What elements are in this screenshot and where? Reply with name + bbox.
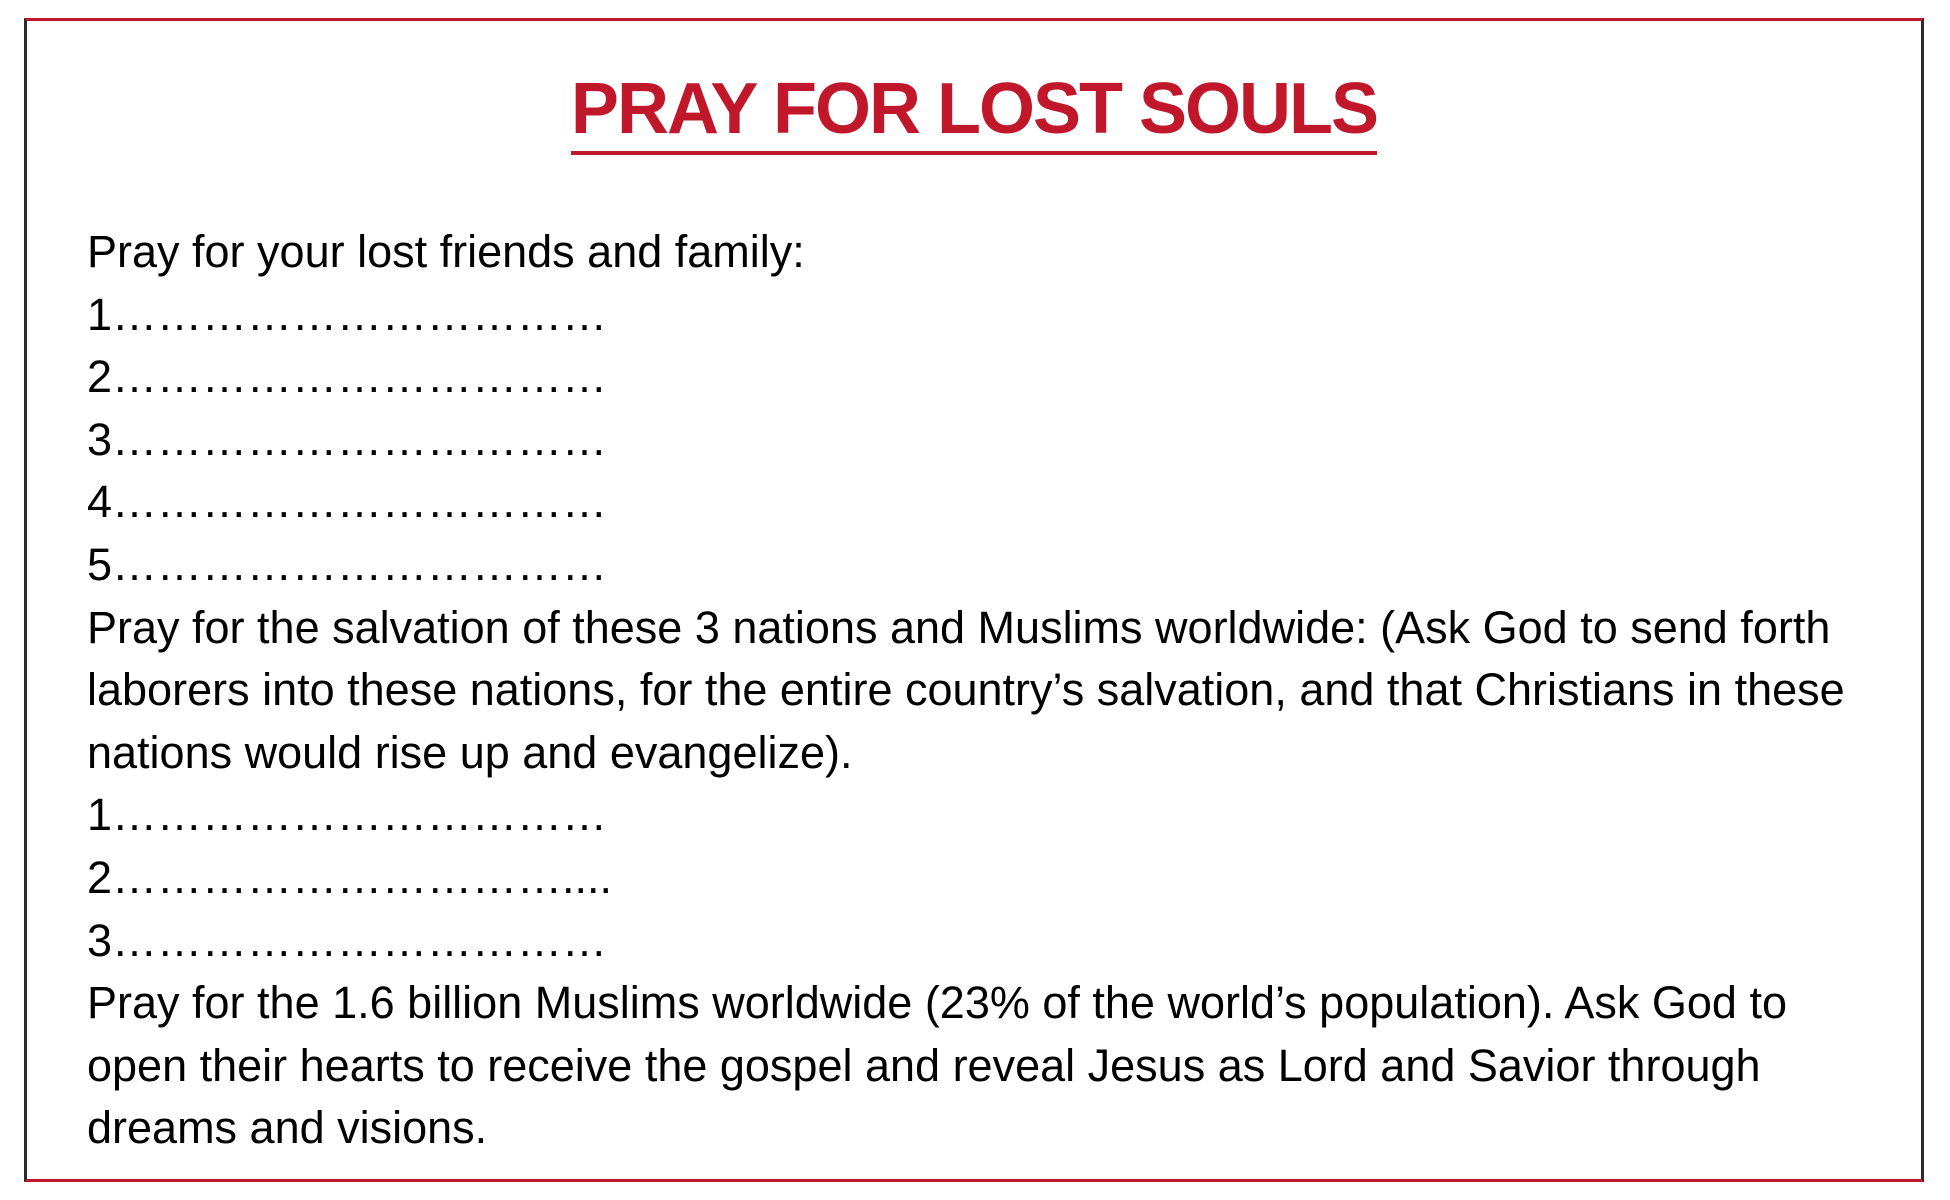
nations-blank-line-1: 1…………………………… [87, 789, 608, 841]
prayer-body [87, 221, 1861, 1160]
nations-heading: Pray for the salvation of these 3 nations and Muslims worldwide: (Ask God to send forth laborers into these nations, for the entire country’s salvation, and that Christians in these nations would rise up and evangelize). [87, 601, 1845, 778]
nations-blank-line-2: 2………………………….... [87, 851, 613, 903]
prayer-card [24, 18, 1924, 1182]
title-text: PRAY FOR LOST SOULS [571, 73, 1377, 155]
friends-blank-line-4: 4…………………………… [87, 476, 608, 528]
friends-blank-line-2: 2…………………………… [87, 351, 608, 403]
friends-heading: Pray for your lost friends and family: [87, 226, 805, 277]
nations-blank-line-3: 3…………………………… [87, 914, 608, 966]
muslims-paragraph: Pray for the 1.6 billion Muslims worldwide (23% of the world’s population). Ask God to open their hearts to receive the gospel and reveal Jesus as Lord and Savior through dreams and visions. [87, 977, 1787, 1154]
friends-blank-line-3: 3…………………………… [87, 413, 608, 465]
page-title [27, 69, 1921, 155]
friends-blank-line-5: 5…………………………… [87, 538, 608, 590]
friends-blank-line-1: 1…………………………… [87, 288, 608, 340]
